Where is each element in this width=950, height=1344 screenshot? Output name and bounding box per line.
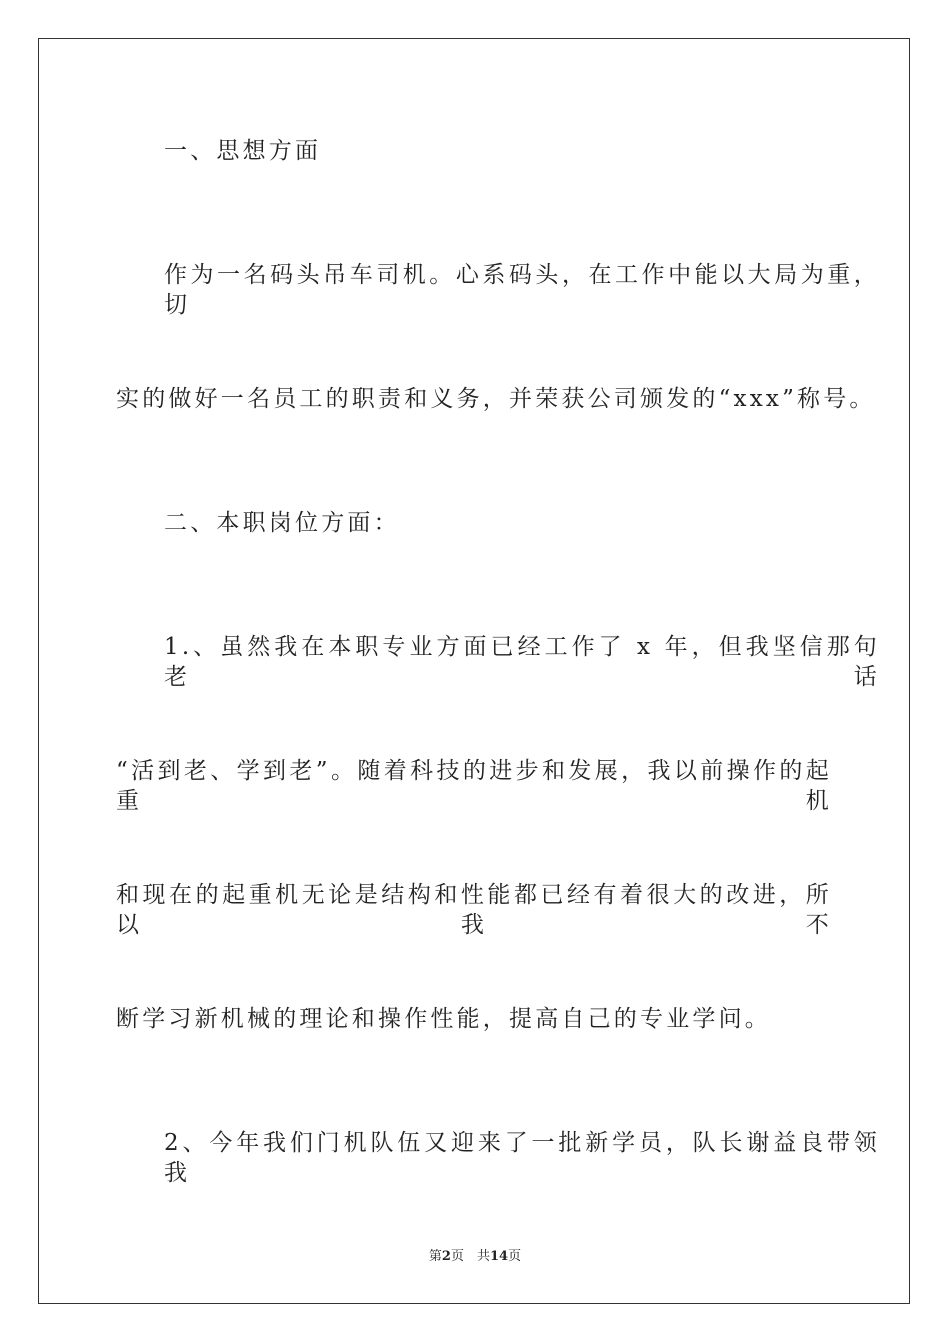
paragraph-line: 和现在的起重机无论是结构和性能都已经有着很大的改进，所以我不 <box>116 882 832 938</box>
page-number-footer <box>0 1248 950 1266</box>
page-prefix: 第 <box>428 1249 442 1264</box>
paragraph-line: 1.、虽然我在本职专业方面已经工作了 x 年，但我坚信那句老话 <box>164 634 880 690</box>
paragraph-line: 断学习新机械的理论和操作性能，提高自己的专业学问。 <box>116 1006 771 1032</box>
current-page-number: 2 <box>441 1249 451 1264</box>
heading-job-position: 二、本职岗位方面： <box>164 510 400 536</box>
paragraph-line: 实的做好一名员工的职责和义务，并荣获公司颁发的“xxx”称号。 <box>116 386 876 412</box>
paragraph-line: 2、今年我们门机队伍又迎来了一批新学员，队长谢益良带领我 <box>164 1130 880 1186</box>
page-separator: 页 共 <box>450 1249 490 1264</box>
page-suffix: 页 <box>508 1249 522 1264</box>
total-page-count: 14 <box>489 1249 509 1264</box>
paragraph-line: “活到老、学到老”。随着科技的进步和发展，我以前操作的起重机 <box>116 758 832 814</box>
paragraph-line: 作为一名码头吊车司机。心系码头，在工作中能以大局为重，切 <box>164 262 880 318</box>
heading-ideology: 一、思想方面 <box>164 138 322 164</box>
